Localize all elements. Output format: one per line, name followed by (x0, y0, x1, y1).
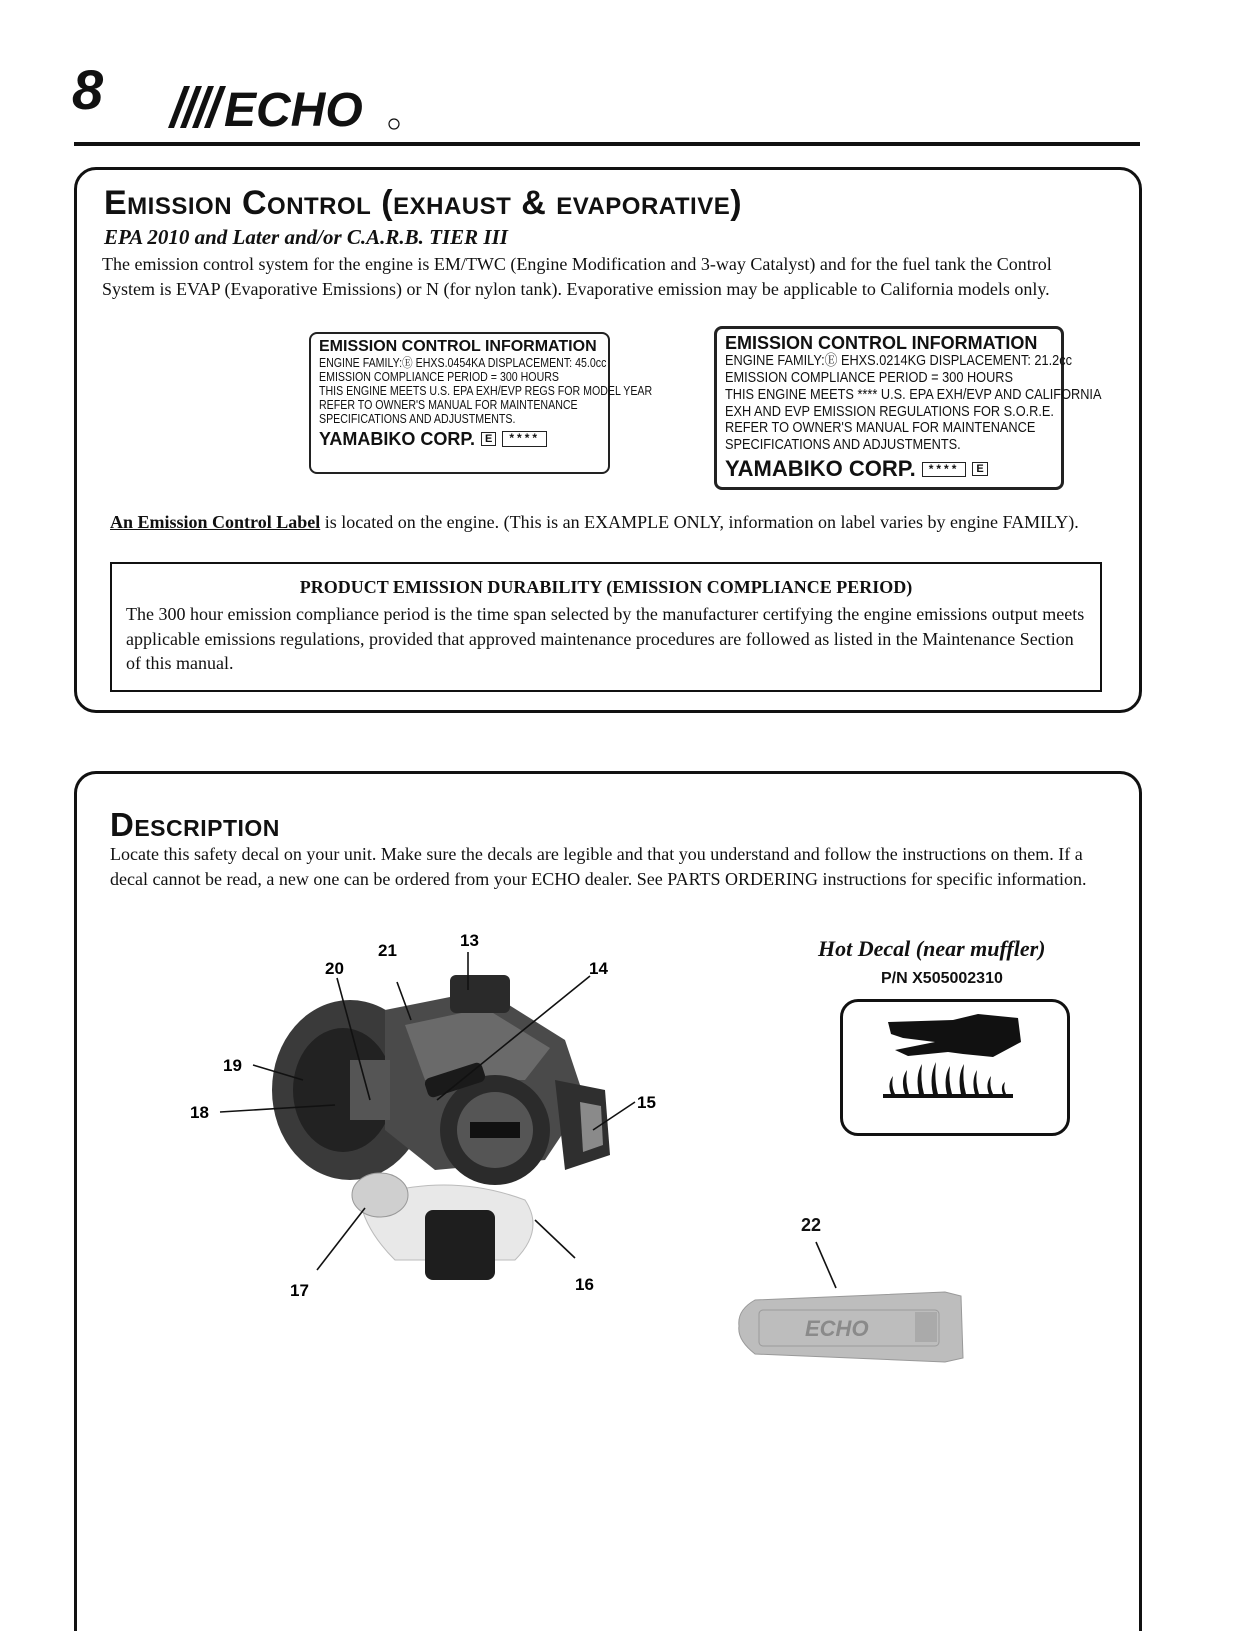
callout-14: 14 (589, 959, 608, 978)
hot-decal (840, 999, 1070, 1136)
callout-20: 20 (325, 959, 344, 978)
label-line: SPECIFICATIONS AND ADJUSTMENTS. (725, 436, 961, 454)
label-line: THIS ENGINE MEETS U.S. EPA EXH/EVP REGS FOR MODEL YEAR (319, 383, 653, 398)
label-line: THIS ENGINE MEETS **** U.S. EPA EXH/EVP AND CALIFORNIA (725, 385, 1102, 403)
callout-17: 17 (290, 1281, 309, 1300)
callout-21: 21 (378, 941, 397, 960)
description-section-title: Description (110, 806, 280, 843)
hand-heat-icon (843, 1002, 1067, 1133)
label-note-rest: is located on the engine. (This is an EXAMPLE ONLY, information on label varies by engine FAMILY). (320, 512, 1079, 532)
label-line: EXH AND EVP EMISSION REGULATIONS FOR S.O.R.E. (725, 402, 1054, 420)
label-stars: **** (922, 462, 967, 477)
label-title: EMISSION CONTROL INFORMATION (725, 333, 1038, 353)
header-rule (74, 142, 1140, 146)
durability-title: PRODUCT EMISSION DURABILITY (EMISSION COMPLIANCE PERIOD) (299, 577, 913, 597)
emission-label-large (714, 326, 1102, 490)
label-corp: YAMABIKO CORP. (319, 428, 476, 449)
label-line: REFER TO OWNER'S MANUAL FOR MAINTENANCE (725, 419, 1036, 437)
callout-13: 13 (460, 931, 479, 950)
durability-body: The 300 hour emission compliance period is the time span selected by the manufacturer certifying the engine emissions output meets applicable emissions regulations, provided that approved maintenance procedures are followed as listed in the Maintenance Section of this manual. (126, 604, 1085, 673)
label-line: ENGINE FAMILY:Ⓔ EHXS.0454KA DISPLACEMENT: 45.0cc (319, 355, 607, 370)
callout-22: 22 (801, 1215, 822, 1235)
page-number: 8 (72, 58, 104, 121)
engine-illustration (185, 930, 685, 1310)
callout-15: 15 (637, 1093, 656, 1112)
label-line: SPECIFICATIONS AND ADJUSTMENTS. (319, 411, 516, 426)
label-stars: **** (502, 431, 547, 446)
label-line: ENGINE FAMILY:Ⓔ EHXS.0214KG DISPLACEMENT: 21.2cc (725, 352, 1072, 370)
label-line: EMISSION COMPLIANCE PERIOD = 300 HOURS (725, 368, 1014, 386)
durability-box (110, 562, 1102, 692)
callout-16: 16 (575, 1275, 594, 1294)
label-e-mark: E (972, 462, 987, 476)
callout-19: 19 (223, 1056, 242, 1075)
label-line: EMISSION COMPLIANCE PERIOD = 300 HOURS (319, 369, 560, 384)
label-title: EMISSION CONTROL INFORMATION (319, 338, 597, 355)
emission-section-title: Emission Control (exhaust & evaporative) (104, 184, 743, 222)
scabbard-cover (735, 1280, 967, 1370)
hot-decal-part-number: P/N X505002310 (881, 970, 1003, 987)
hot-decal-title: Hot Decal (near muffler) (818, 936, 1046, 961)
engine-drawing (272, 975, 610, 1280)
emission-label-small (309, 332, 653, 474)
callout-18: 18 (190, 1103, 209, 1122)
emission-intro: The emission control system for the engine is EM/TWC (Engine Modification and 3-way Catalyst) and for the fuel tank the Control System is EVAP (Evaporative Emissions) or N (for nylon tank). Evaporative emission may be applicable to California models only. (102, 254, 1052, 299)
label-e-mark: E (481, 432, 496, 446)
label-location-note (110, 510, 1100, 535)
description-intro: Locate this safety decal on your unit. Make sure the decals are legible and that you understand and follow the instructions on them. If a decal cannot be read, a new one can be ordered from your ECHO dealer. See PARTS ORDERING instructions for specific information. (110, 844, 1087, 889)
emission-subtitle: EPA 2010 and Later and/or C.A.R.B. TIER III (104, 225, 508, 249)
label-line: REFER TO OWNER'S MANUAL FOR MAINTENANCE (319, 397, 578, 412)
label-note-lead: An Emission Control Label (110, 512, 321, 532)
cover-logo: ECHO (805, 1316, 869, 1341)
logo-text: ECHO (224, 84, 363, 130)
label-corp: YAMABIKO CORP. (725, 455, 916, 481)
echo-logo (156, 80, 406, 130)
